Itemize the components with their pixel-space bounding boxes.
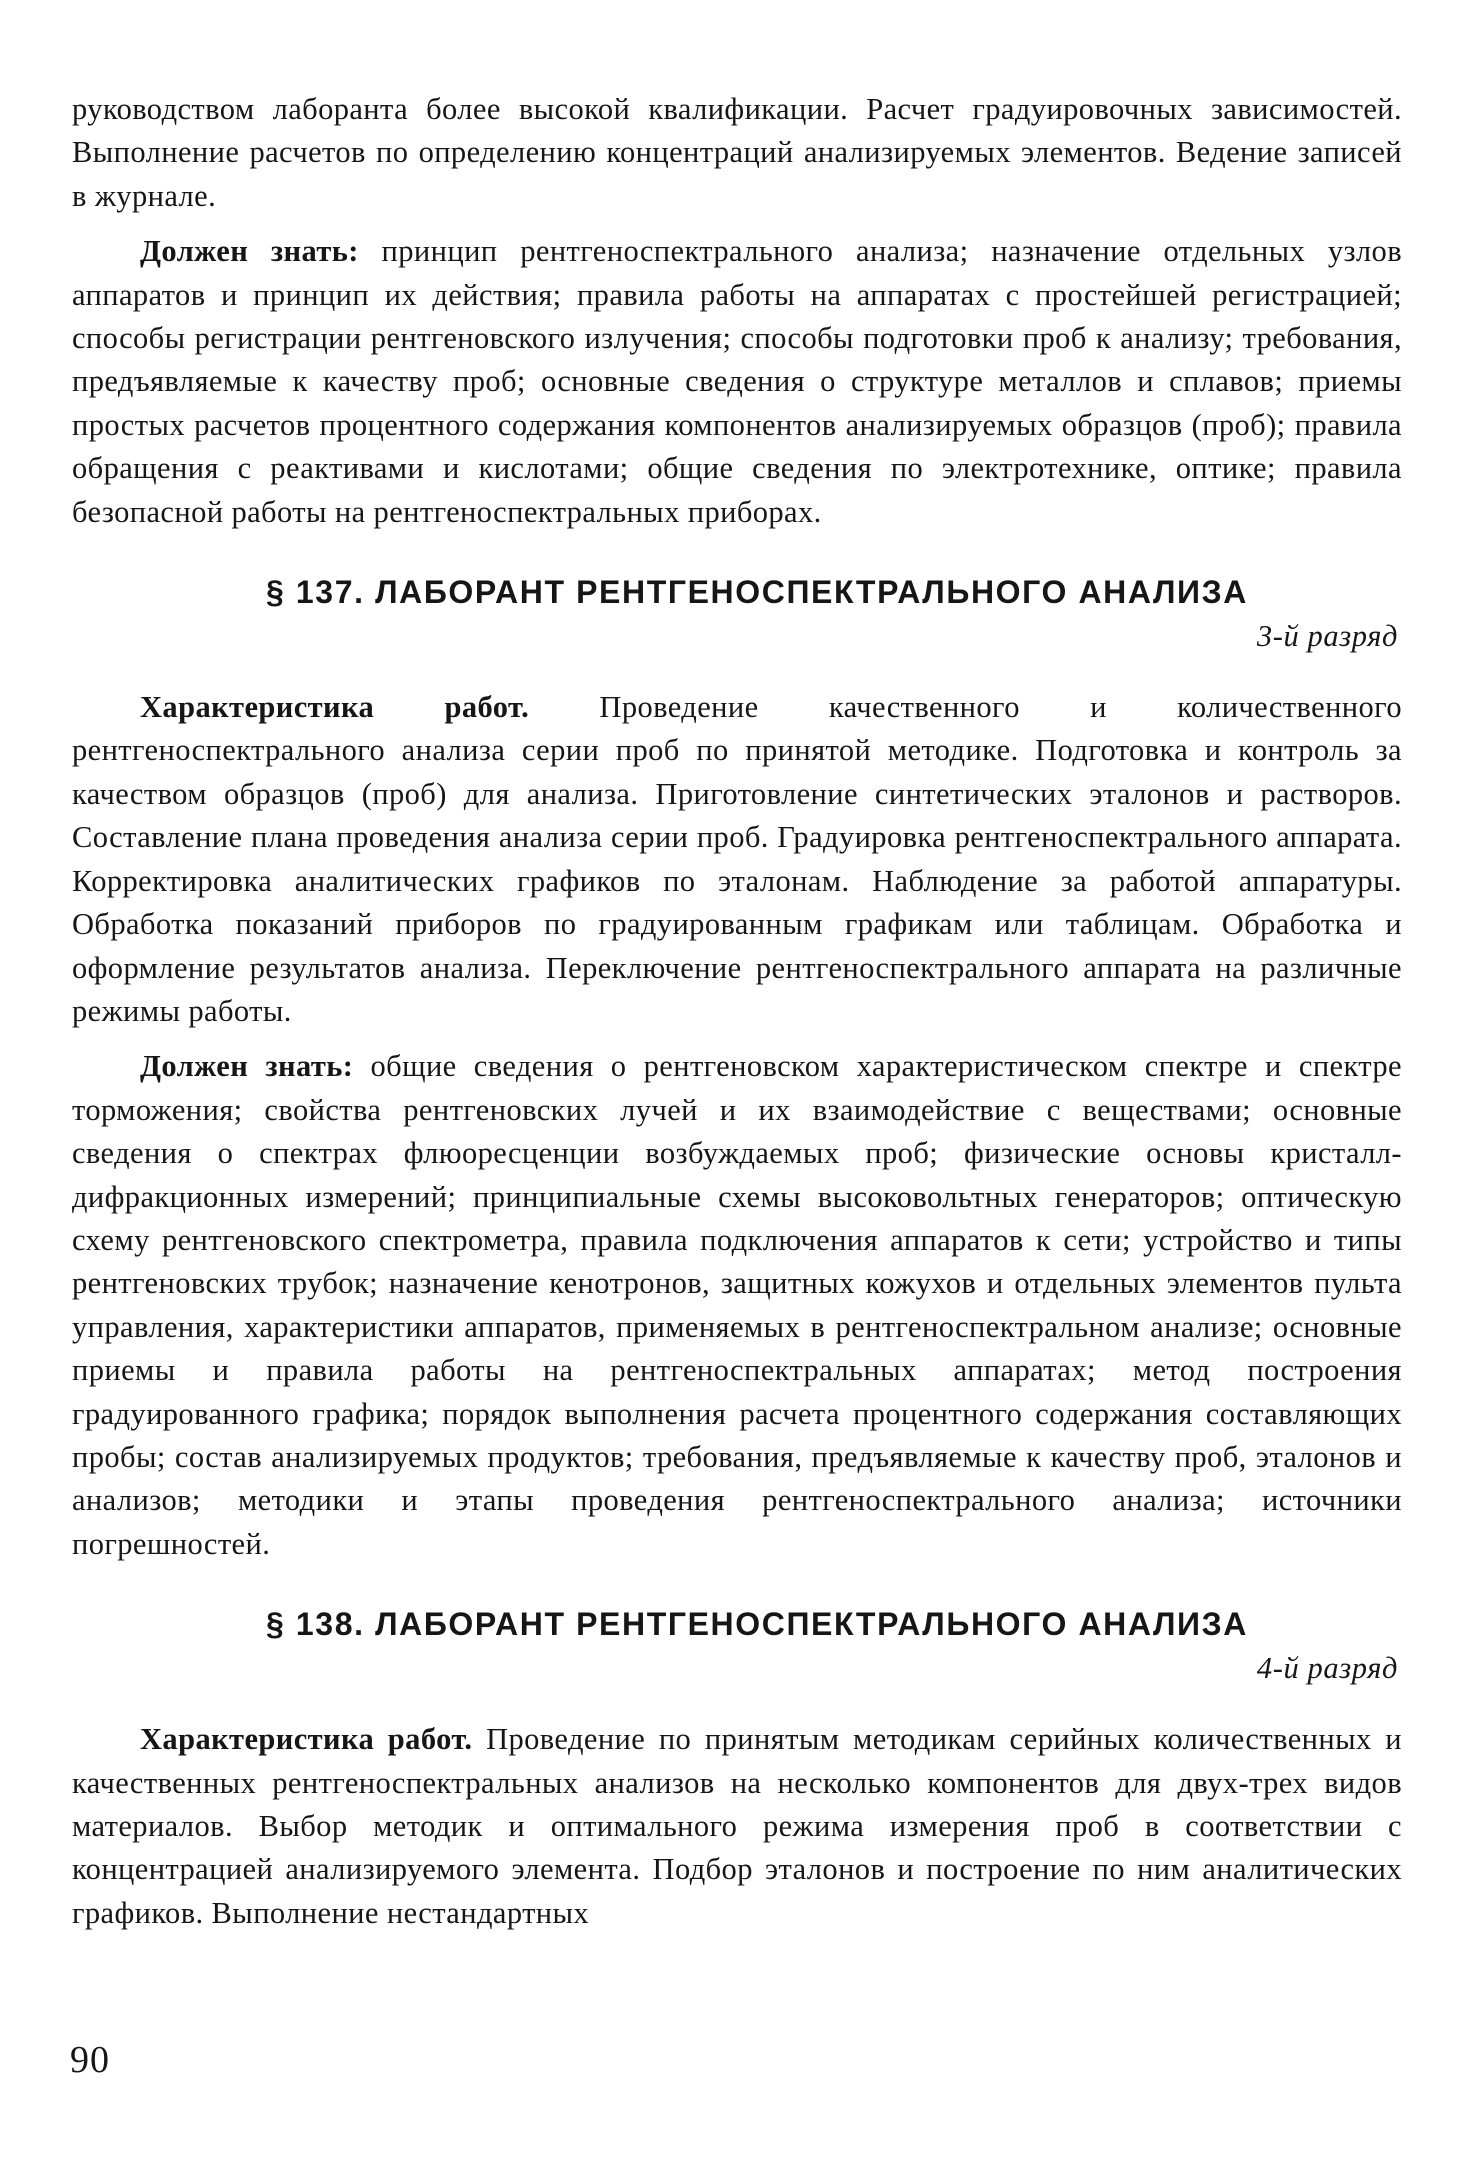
section-138-work-paragraph <box>72 1718 1402 1935</box>
knowledge-paragraph-136 <box>72 230 1402 534</box>
section-137-knowledge-paragraph <box>72 1045 1402 1566</box>
continuation-paragraph: руководством лаборанта более высокой квалификации. Расчет градуировочных зависимостей. Выполнение расчетов по определению концентраций анализируемых элементов. Ведение записей в журнале. <box>72 92 1402 213</box>
section-138-title: § 138. ЛАБОРАНТ РЕНТГЕНОСПЕКТРАЛЬНОГО АНАЛИЗА <box>266 1606 1248 1643</box>
page-number: 90 <box>70 2039 110 2081</box>
section-138-grade: 4-й разряд <box>1256 1651 1398 1686</box>
work-text: Проведение по принятым методикам серийных количественных и качественных рентгеноспектральных анализов на несколько компонентов для двух-трех видов материалов. Выбор методик и оптимального режима измерения проб в соответствии с концентрацией анализируемого элемента. Подбор эталонов и построение по ним аналитических графиков. Выполнение нестандартных <box>72 1722 1402 1930</box>
knowledge-label: Должен знать: <box>140 234 359 269</box>
work-text: Проведение качественного и количественного рентгеноспектрального анализа серии проб по принятой методике. Подготовка и контроль за качеством образцов (проб) для анализа. Приготовление синтетических эталонов и растворов. Составление плана проведения анализа серии проб. Градуировка рентгеноспектрального аппарата. Корректировка аналитических графиков по эталонам. Наблюдение за работой аппаратуры. Обработка показаний приборов по градуированным графикам или таблицам. Обработка и оформление результатов анализа. Переключение рентгеноспектрального аппарата на различные режимы работы. <box>72 690 1402 1028</box>
knowledge-text: принцип рентгеноспектрального анализа; назначение отдельных узлов аппаратов и принцип их действия; правила работы на аппаратах с простейшей регистрацией; способы регистрации рентгеновского излучения; способы подготовки проб к анализу; требования, предъявляемые к качеству проб; основные сведения о структуре металлов и сплавов; приемы простых расчетов процентного содержания компонентов анализируемых образцов (проб); правила обращения с реактивами и кислотами; общие сведения по электротехнике, оптике; правила безопасной работы на рентгеноспектральных приборах. <box>72 234 1403 529</box>
knowledge-label: Должен знать: <box>140 1049 354 1084</box>
knowledge-text: общие сведения о рентгеновском характеристическом спектре и спектре торможения; свойства рентгеновских лучей и их взаимодействие с веществами; основные сведения о спектрах флюоресценции возбуждаемых проб; физические основы кристалл-дифракционных измерений; принципиальные схемы высоковольтных генераторов; оптическую схему рентгеновского спектрометра, правила подключения аппаратов к сети; устройство и типы рентгеновских трубок; назначение кенотронов, защитных кожухов и отдельных элементов пульта управления, характеристики аппаратов, применяемых в рентгеноспектральном анализе; основные приемы и правила работы на рентгеноспектральных аппаратах; метод построения градуированного графика; порядок выполнения расчета процентного содержания составляющих пробы; состав анализируемых продуктов; требования, предъявляемые к качеству проб, эталонов и анализов; методики и этапы проведения рентгеноспектрального анализа; источники погрешностей. <box>72 1049 1402 1561</box>
document-page <box>72 88 1402 1935</box>
work-label: Характеристика работ. <box>140 1722 473 1757</box>
section-137-title: § 137. ЛАБОРАНТ РЕНТГЕНОСПЕКТРАЛЬНОГО АНАЛИЗА <box>266 574 1248 611</box>
section-137-work-paragraph <box>72 686 1402 1033</box>
work-label: Характеристика работ. <box>140 690 530 725</box>
section-137-grade: 3-й разряд <box>1256 619 1398 654</box>
